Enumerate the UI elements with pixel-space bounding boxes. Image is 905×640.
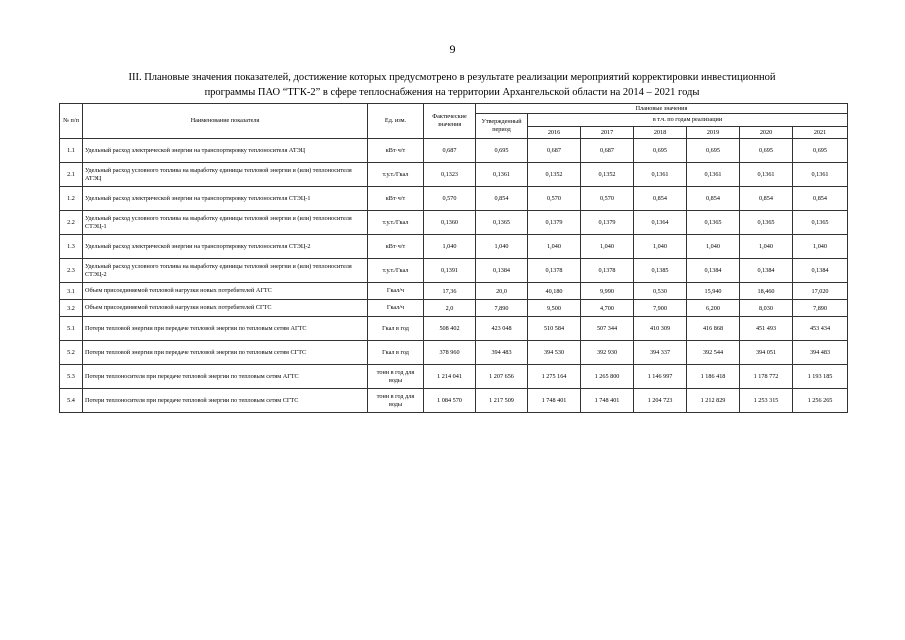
year-value: 0,695 [740, 139, 793, 163]
year-value: 1 212 829 [687, 389, 740, 413]
actual-value: 0,1360 [424, 211, 476, 235]
year-value: 507 344 [581, 317, 634, 341]
row-number: 2.2 [60, 211, 83, 235]
year-value: 1 186 418 [687, 365, 740, 389]
actual-value: 378 960 [424, 341, 476, 365]
actual-value: 0,1391 [424, 259, 476, 283]
header-year: 2020 [740, 127, 793, 139]
approved-value: 0,1365 [476, 211, 528, 235]
actual-value: 0,1323 [424, 163, 476, 187]
actual-value: 0,687 [424, 139, 476, 163]
approved-value: 0,1384 [476, 259, 528, 283]
year-value: 0,854 [634, 187, 687, 211]
actual-value: 508 402 [424, 317, 476, 341]
year-value: 1 253 315 [740, 389, 793, 413]
approved-value: 7,890 [476, 300, 528, 317]
year-value: 0,1384 [793, 259, 848, 283]
indicator-name: Потери тепловой энергии при передаче тепловой энергии по тепловым сетям СГТС [83, 341, 368, 365]
year-value: 0,695 [793, 139, 848, 163]
year-value: 416 868 [687, 317, 740, 341]
year-value: 1 193 185 [793, 365, 848, 389]
row-number: 3.2 [60, 300, 83, 317]
year-value: 9,990 [581, 283, 634, 300]
year-value: 0,687 [528, 139, 581, 163]
header-year: 2021 [793, 127, 848, 139]
row-number: 5.4 [60, 389, 83, 413]
approved-value: 20,0 [476, 283, 528, 300]
row-number: 2.1 [60, 163, 83, 187]
unit-cell: т.у.т./Гкал [368, 163, 424, 187]
unit-cell: Гкал в год [368, 341, 424, 365]
indicator-name: Удельный расход электрической энергии на транспортировку теплоносителя АТЭЦ [83, 139, 368, 163]
header-year: 2018 [634, 127, 687, 139]
year-value: 15,940 [687, 283, 740, 300]
header-approved: Утвержденный период [476, 114, 528, 139]
table-row [60, 259, 848, 283]
year-value: 0,1361 [634, 163, 687, 187]
actual-value: 1 214 041 [424, 365, 476, 389]
table-body [60, 139, 848, 413]
year-value: 1 146 997 [634, 365, 687, 389]
year-value: 18,460 [740, 283, 793, 300]
actual-value: 17,36 [424, 283, 476, 300]
year-value: 0,1384 [740, 259, 793, 283]
year-value: 0,530 [634, 283, 687, 300]
year-value: 1 748 401 [528, 389, 581, 413]
header-unit: Ед. изм. [368, 104, 424, 139]
unit-cell: тонн в год для воды [368, 365, 424, 389]
year-value: 0,1361 [687, 163, 740, 187]
approved-value: 1,040 [476, 235, 528, 259]
year-value: 1 256 265 [793, 389, 848, 413]
year-value: 1,040 [634, 235, 687, 259]
year-value: 0,570 [581, 187, 634, 211]
unit-cell: тонн в год для воды [368, 389, 424, 413]
table-row [60, 139, 848, 163]
year-value: 510 584 [528, 317, 581, 341]
year-value: 0,854 [740, 187, 793, 211]
row-number: 1.2 [60, 187, 83, 211]
year-value: 0,1384 [687, 259, 740, 283]
year-value: 40,180 [528, 283, 581, 300]
year-value: 394 530 [528, 341, 581, 365]
year-value: 394 483 [793, 341, 848, 365]
row-number: 1.1 [60, 139, 83, 163]
approved-value: 1 217 509 [476, 389, 528, 413]
year-value: 1 748 401 [581, 389, 634, 413]
indicator-name: Потери теплоносителя при передаче тепловой энергии по тепловым сетям СГТС [83, 389, 368, 413]
header-year: 2019 [687, 127, 740, 139]
year-value: 0,1352 [581, 163, 634, 187]
year-value: 0,1378 [528, 259, 581, 283]
indicator-name: Потери тепловой энергии при передаче тепловой энергии по тепловым сетям АГТС [83, 317, 368, 341]
approved-value: 423 048 [476, 317, 528, 341]
table-row [60, 389, 848, 413]
approved-value: 0,854 [476, 187, 528, 211]
table-row [60, 235, 848, 259]
year-value: 1,040 [687, 235, 740, 259]
indicator-name: Удельный расход условного топлива на выработку единицы тепловой энергии и (или) теплоносителя СТЭЦ-2 [83, 259, 368, 283]
year-value: 1 204 723 [634, 389, 687, 413]
unit-cell: кВт·ч/т [368, 139, 424, 163]
year-value: 0,1365 [740, 211, 793, 235]
year-value: 0,1361 [740, 163, 793, 187]
row-number: 3.1 [60, 283, 83, 300]
year-value: 1 178 772 [740, 365, 793, 389]
year-value: 0,1364 [634, 211, 687, 235]
year-value: 1,040 [581, 235, 634, 259]
indicator-name: Объем присоединяемой тепловой нагрузки новых потребителей СГТС [83, 300, 368, 317]
unit-cell: кВт·ч/т [368, 187, 424, 211]
approved-value: 1 207 656 [476, 365, 528, 389]
table-row [60, 187, 848, 211]
row-number: 2.3 [60, 259, 83, 283]
table-row [60, 283, 848, 300]
indicator-name: Удельный расход электрической энергии на транспортировку теплоносителя СТЭЦ-2 [83, 235, 368, 259]
year-value: 8,030 [740, 300, 793, 317]
year-value: 453 434 [793, 317, 848, 341]
indicator-name: Потери теплоносителя при передаче тепловой энергии по тепловым сетям АГТС [83, 365, 368, 389]
actual-value: 1,040 [424, 235, 476, 259]
actual-value: 1 084 570 [424, 389, 476, 413]
row-number: 5.2 [60, 341, 83, 365]
indicator-name: Удельный расход условного топлива на выработку единицы тепловой энергии и (или) теплоносителя АТЭЦ [83, 163, 368, 187]
year-value: 394 051 [740, 341, 793, 365]
year-value: 6,200 [687, 300, 740, 317]
year-value: 0,1379 [581, 211, 634, 235]
year-value: 0,854 [687, 187, 740, 211]
header-by-years: в т.ч. по годам реализации [528, 114, 848, 127]
row-number: 5.1 [60, 317, 83, 341]
year-value: 7,900 [634, 300, 687, 317]
year-value: 1,040 [793, 235, 848, 259]
indicators-table [59, 103, 848, 413]
unit-cell: кВт·ч/т [368, 235, 424, 259]
year-value: 9,500 [528, 300, 581, 317]
unit-cell: т.у.т./Гкал [368, 211, 424, 235]
year-value: 451 493 [740, 317, 793, 341]
year-value: 0,1365 [687, 211, 740, 235]
unit-cell: Гкал/ч [368, 283, 424, 300]
table-row [60, 365, 848, 389]
indicator-name: Удельный расход электрической энергии на транспортировку теплоносителя СТЭЦ-1 [83, 187, 368, 211]
title-line-2: программы ПАО “ТГК-2” в сфере теплоснабжения на территории Архангельской области на 2014 – 2021 годы [204, 87, 700, 98]
year-value: 394 337 [634, 341, 687, 365]
header-name: Наименование показателя [83, 104, 368, 139]
year-value: 1,040 [528, 235, 581, 259]
actual-value: 2,0 [424, 300, 476, 317]
year-value: 0,695 [634, 139, 687, 163]
year-value: 0,1352 [528, 163, 581, 187]
year-value: 1 265 800 [581, 365, 634, 389]
year-value: 410 309 [634, 317, 687, 341]
year-value: 0,687 [581, 139, 634, 163]
year-value: 0,854 [793, 187, 848, 211]
unit-cell: т.у.т./Гкал [368, 259, 424, 283]
indicator-name: Удельный расход условного топлива на выработку единицы тепловой энергии и (или) теплоносителя СТЭЦ-1 [83, 211, 368, 235]
header-actual: Фактические значения [424, 104, 476, 139]
year-value: 392 930 [581, 341, 634, 365]
year-value: 0,1378 [581, 259, 634, 283]
indicator-name: Объем присоединяемой тепловой нагрузки новых потребителей АГТС [83, 283, 368, 300]
table-row [60, 317, 848, 341]
page-number: 9 [449, 42, 456, 56]
year-value: 17,020 [793, 283, 848, 300]
document-title [52, 70, 852, 100]
year-value: 0,1361 [793, 163, 848, 187]
row-number: 1.3 [60, 235, 83, 259]
unit-cell: Гкал в год [368, 317, 424, 341]
actual-value: 0,570 [424, 187, 476, 211]
year-value: 1 275 164 [528, 365, 581, 389]
table-row [60, 341, 848, 365]
approved-value: 394 483 [476, 341, 528, 365]
header-year: 2017 [581, 127, 634, 139]
year-value: 4,700 [581, 300, 634, 317]
title-line-1: III. Плановые значения показателей, достижение которых предусмотрено в результате реализации мероприятий корректировки инвестиционной [128, 72, 776, 83]
table-row [60, 163, 848, 187]
year-value: 0,1385 [634, 259, 687, 283]
header-num: № п/п [60, 104, 83, 139]
year-value: 1,040 [740, 235, 793, 259]
year-value: 0,695 [687, 139, 740, 163]
approved-value: 0,1361 [476, 163, 528, 187]
row-number: 5.3 [60, 365, 83, 389]
approved-value: 0,695 [476, 139, 528, 163]
year-value: 0,1365 [793, 211, 848, 235]
table-row [60, 211, 848, 235]
year-value: 392 544 [687, 341, 740, 365]
year-value: 0,1379 [528, 211, 581, 235]
year-value: 0,570 [528, 187, 581, 211]
header-planned: Плановые значения [476, 104, 848, 114]
year-value: 7,890 [793, 300, 848, 317]
header-year: 2016 [528, 127, 581, 139]
table-row [60, 300, 848, 317]
unit-cell: Гкал/ч [368, 300, 424, 317]
